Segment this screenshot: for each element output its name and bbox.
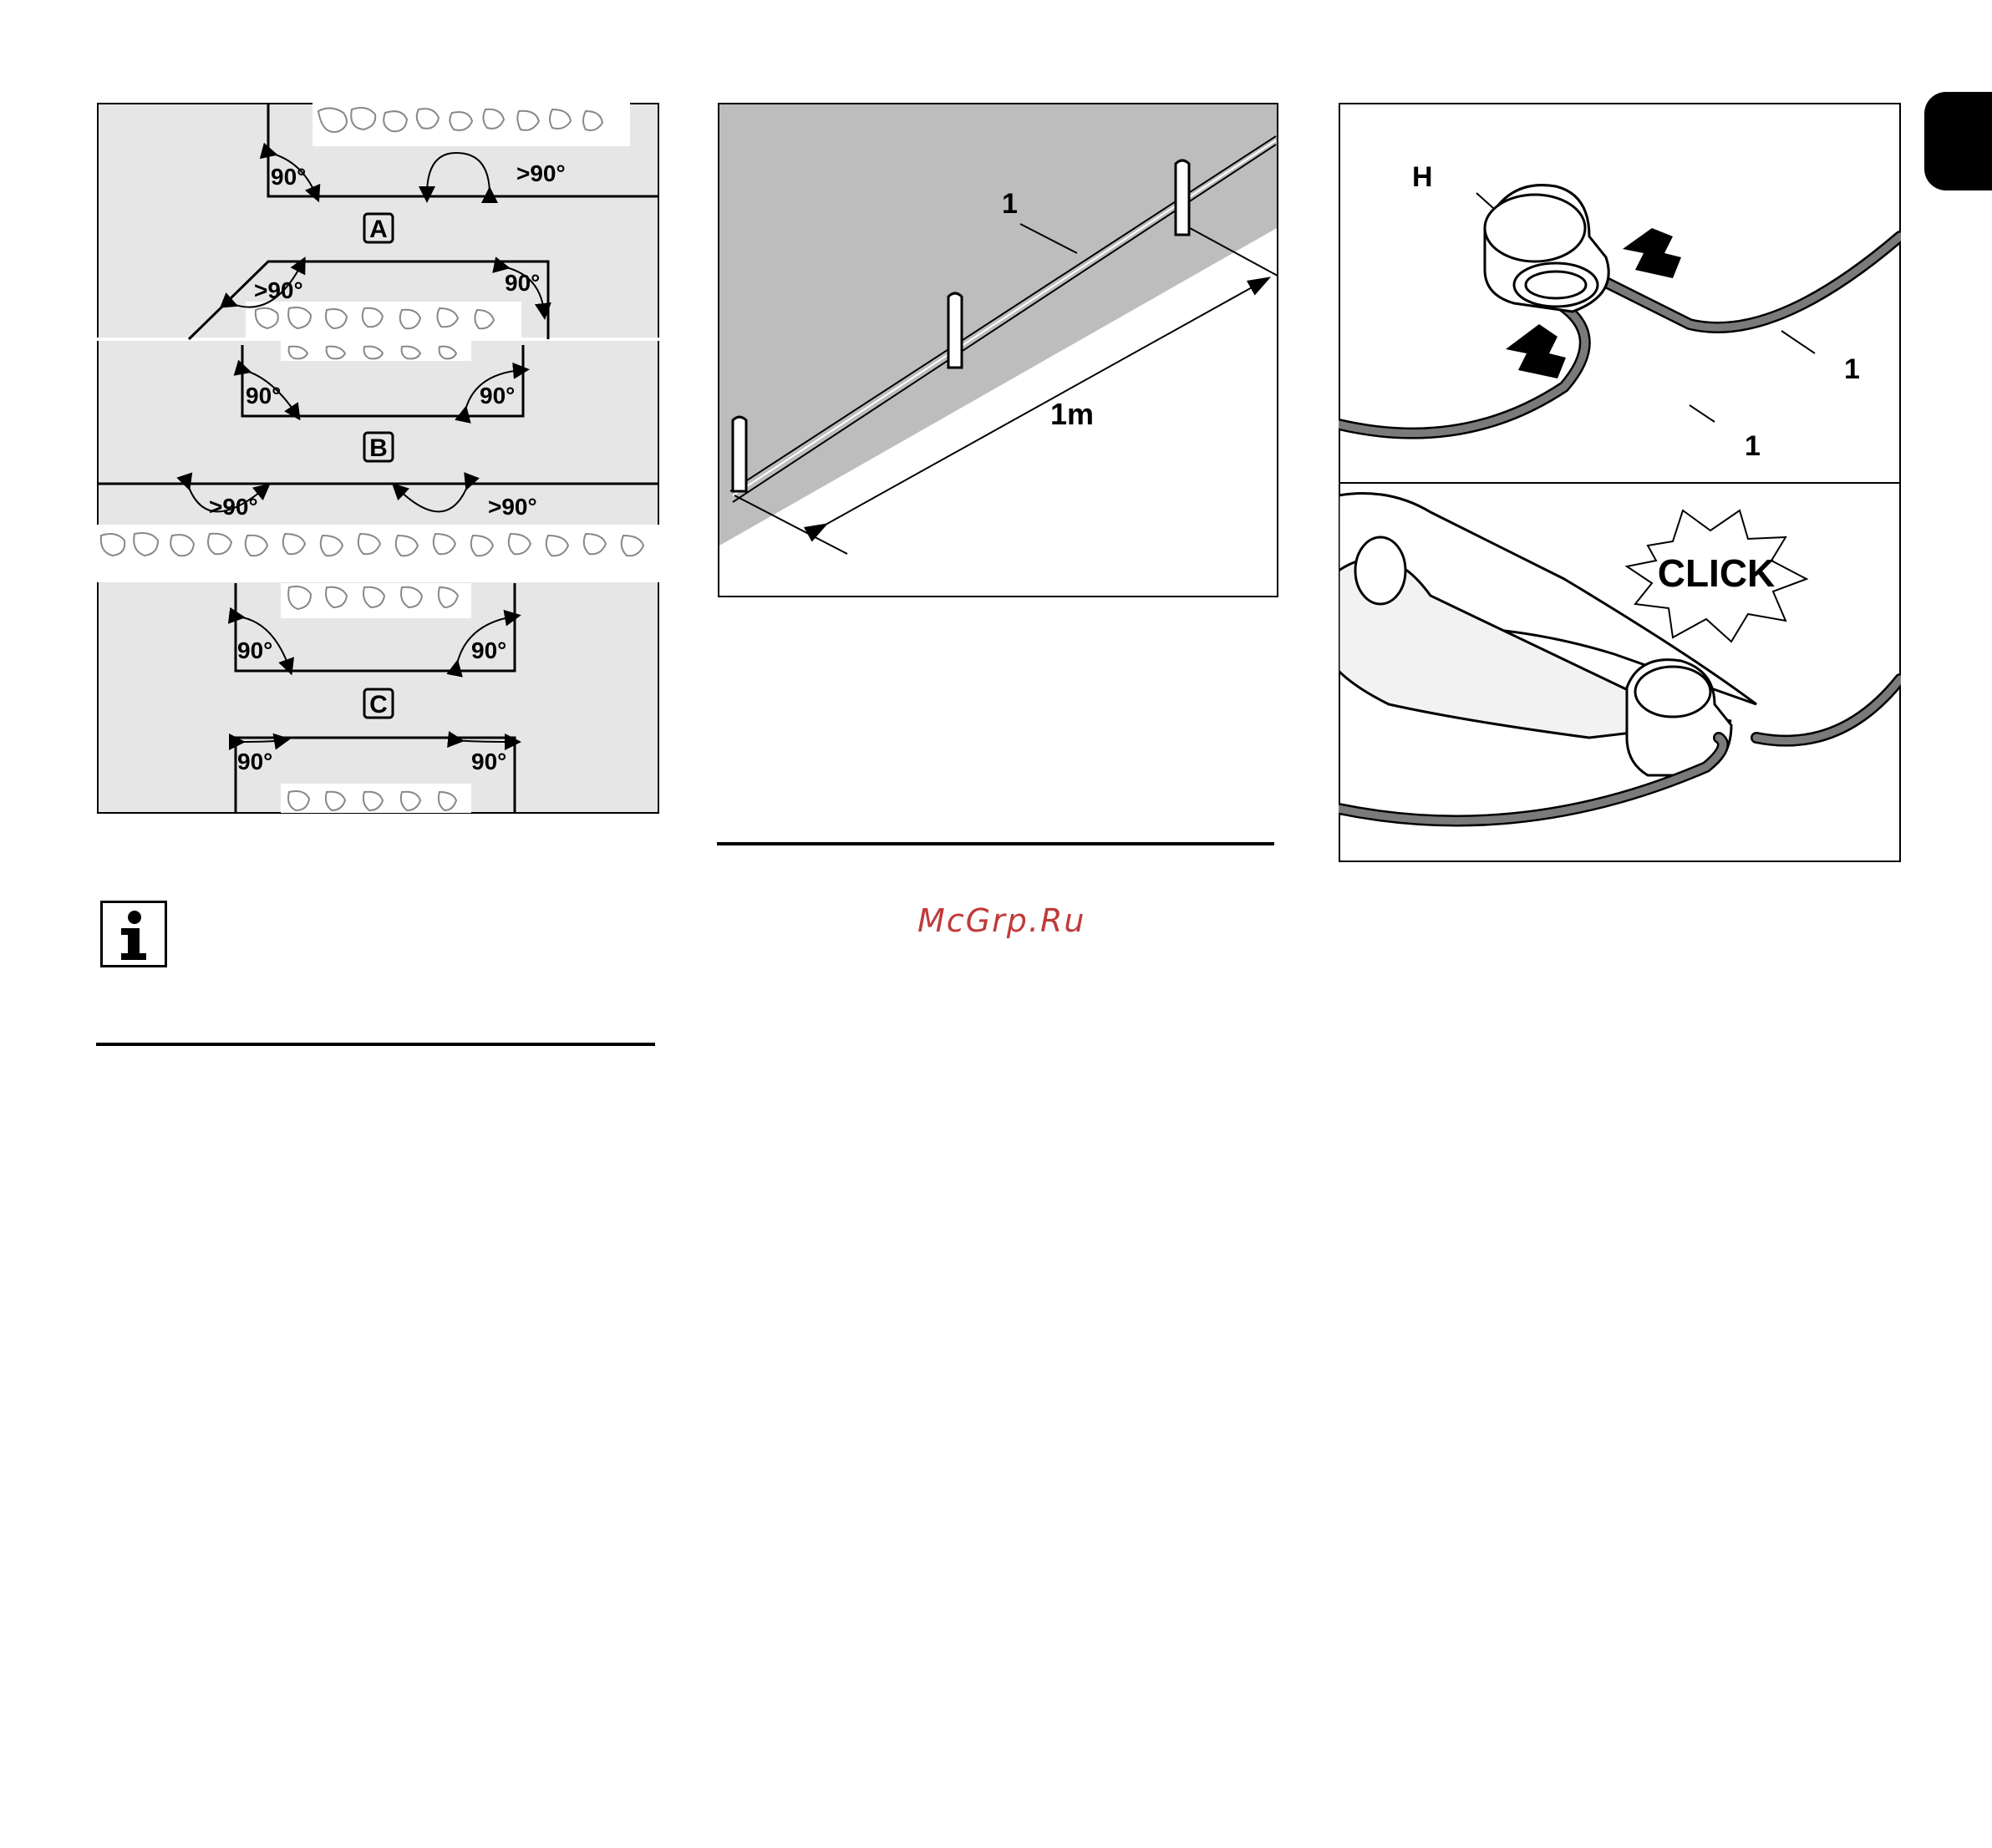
angle-label: 90° bbox=[246, 383, 282, 409]
angle-label: >90° bbox=[254, 277, 303, 303]
angle-label: 90° bbox=[471, 637, 507, 663]
watermark: McGrp.Ru bbox=[917, 902, 1086, 939]
connector-label: H bbox=[1412, 161, 1433, 193]
click-text: CLICK bbox=[1657, 551, 1776, 595]
figure-wire-svg bbox=[718, 103, 1278, 597]
angle-label: >90° bbox=[488, 494, 537, 520]
angle-label: >90° bbox=[516, 160, 566, 186]
svg-text:B: B bbox=[369, 434, 388, 462]
svg-text:A: A bbox=[369, 216, 388, 243]
divider-rule bbox=[717, 842, 1274, 845]
distance-label: 1m bbox=[1050, 397, 1095, 431]
angle-label: >90° bbox=[209, 494, 258, 520]
angle-label: 90° bbox=[237, 749, 273, 774]
angle-label: 90° bbox=[505, 270, 541, 296]
figure-connector-svg bbox=[1339, 103, 1901, 862]
angle-label: 90° bbox=[480, 383, 516, 409]
wire-label: 1 bbox=[1844, 353, 1860, 385]
angle-label: 90° bbox=[237, 637, 273, 663]
wire-label: 1 bbox=[1745, 430, 1761, 462]
figure-wire-distance bbox=[718, 103, 1278, 597]
angle-label: 90° bbox=[271, 164, 307, 190]
figure-corners bbox=[97, 103, 659, 814]
figure-connector bbox=[1339, 103, 1901, 862]
angle-label: 90° bbox=[471, 749, 507, 774]
svg-text:C: C bbox=[369, 691, 388, 718]
divider-rule bbox=[96, 1043, 655, 1046]
figure-corners-svg bbox=[97, 103, 659, 814]
info-icon bbox=[100, 901, 167, 967]
section-tab bbox=[1924, 92, 1992, 190]
wire-label: 1 bbox=[1002, 188, 1018, 220]
